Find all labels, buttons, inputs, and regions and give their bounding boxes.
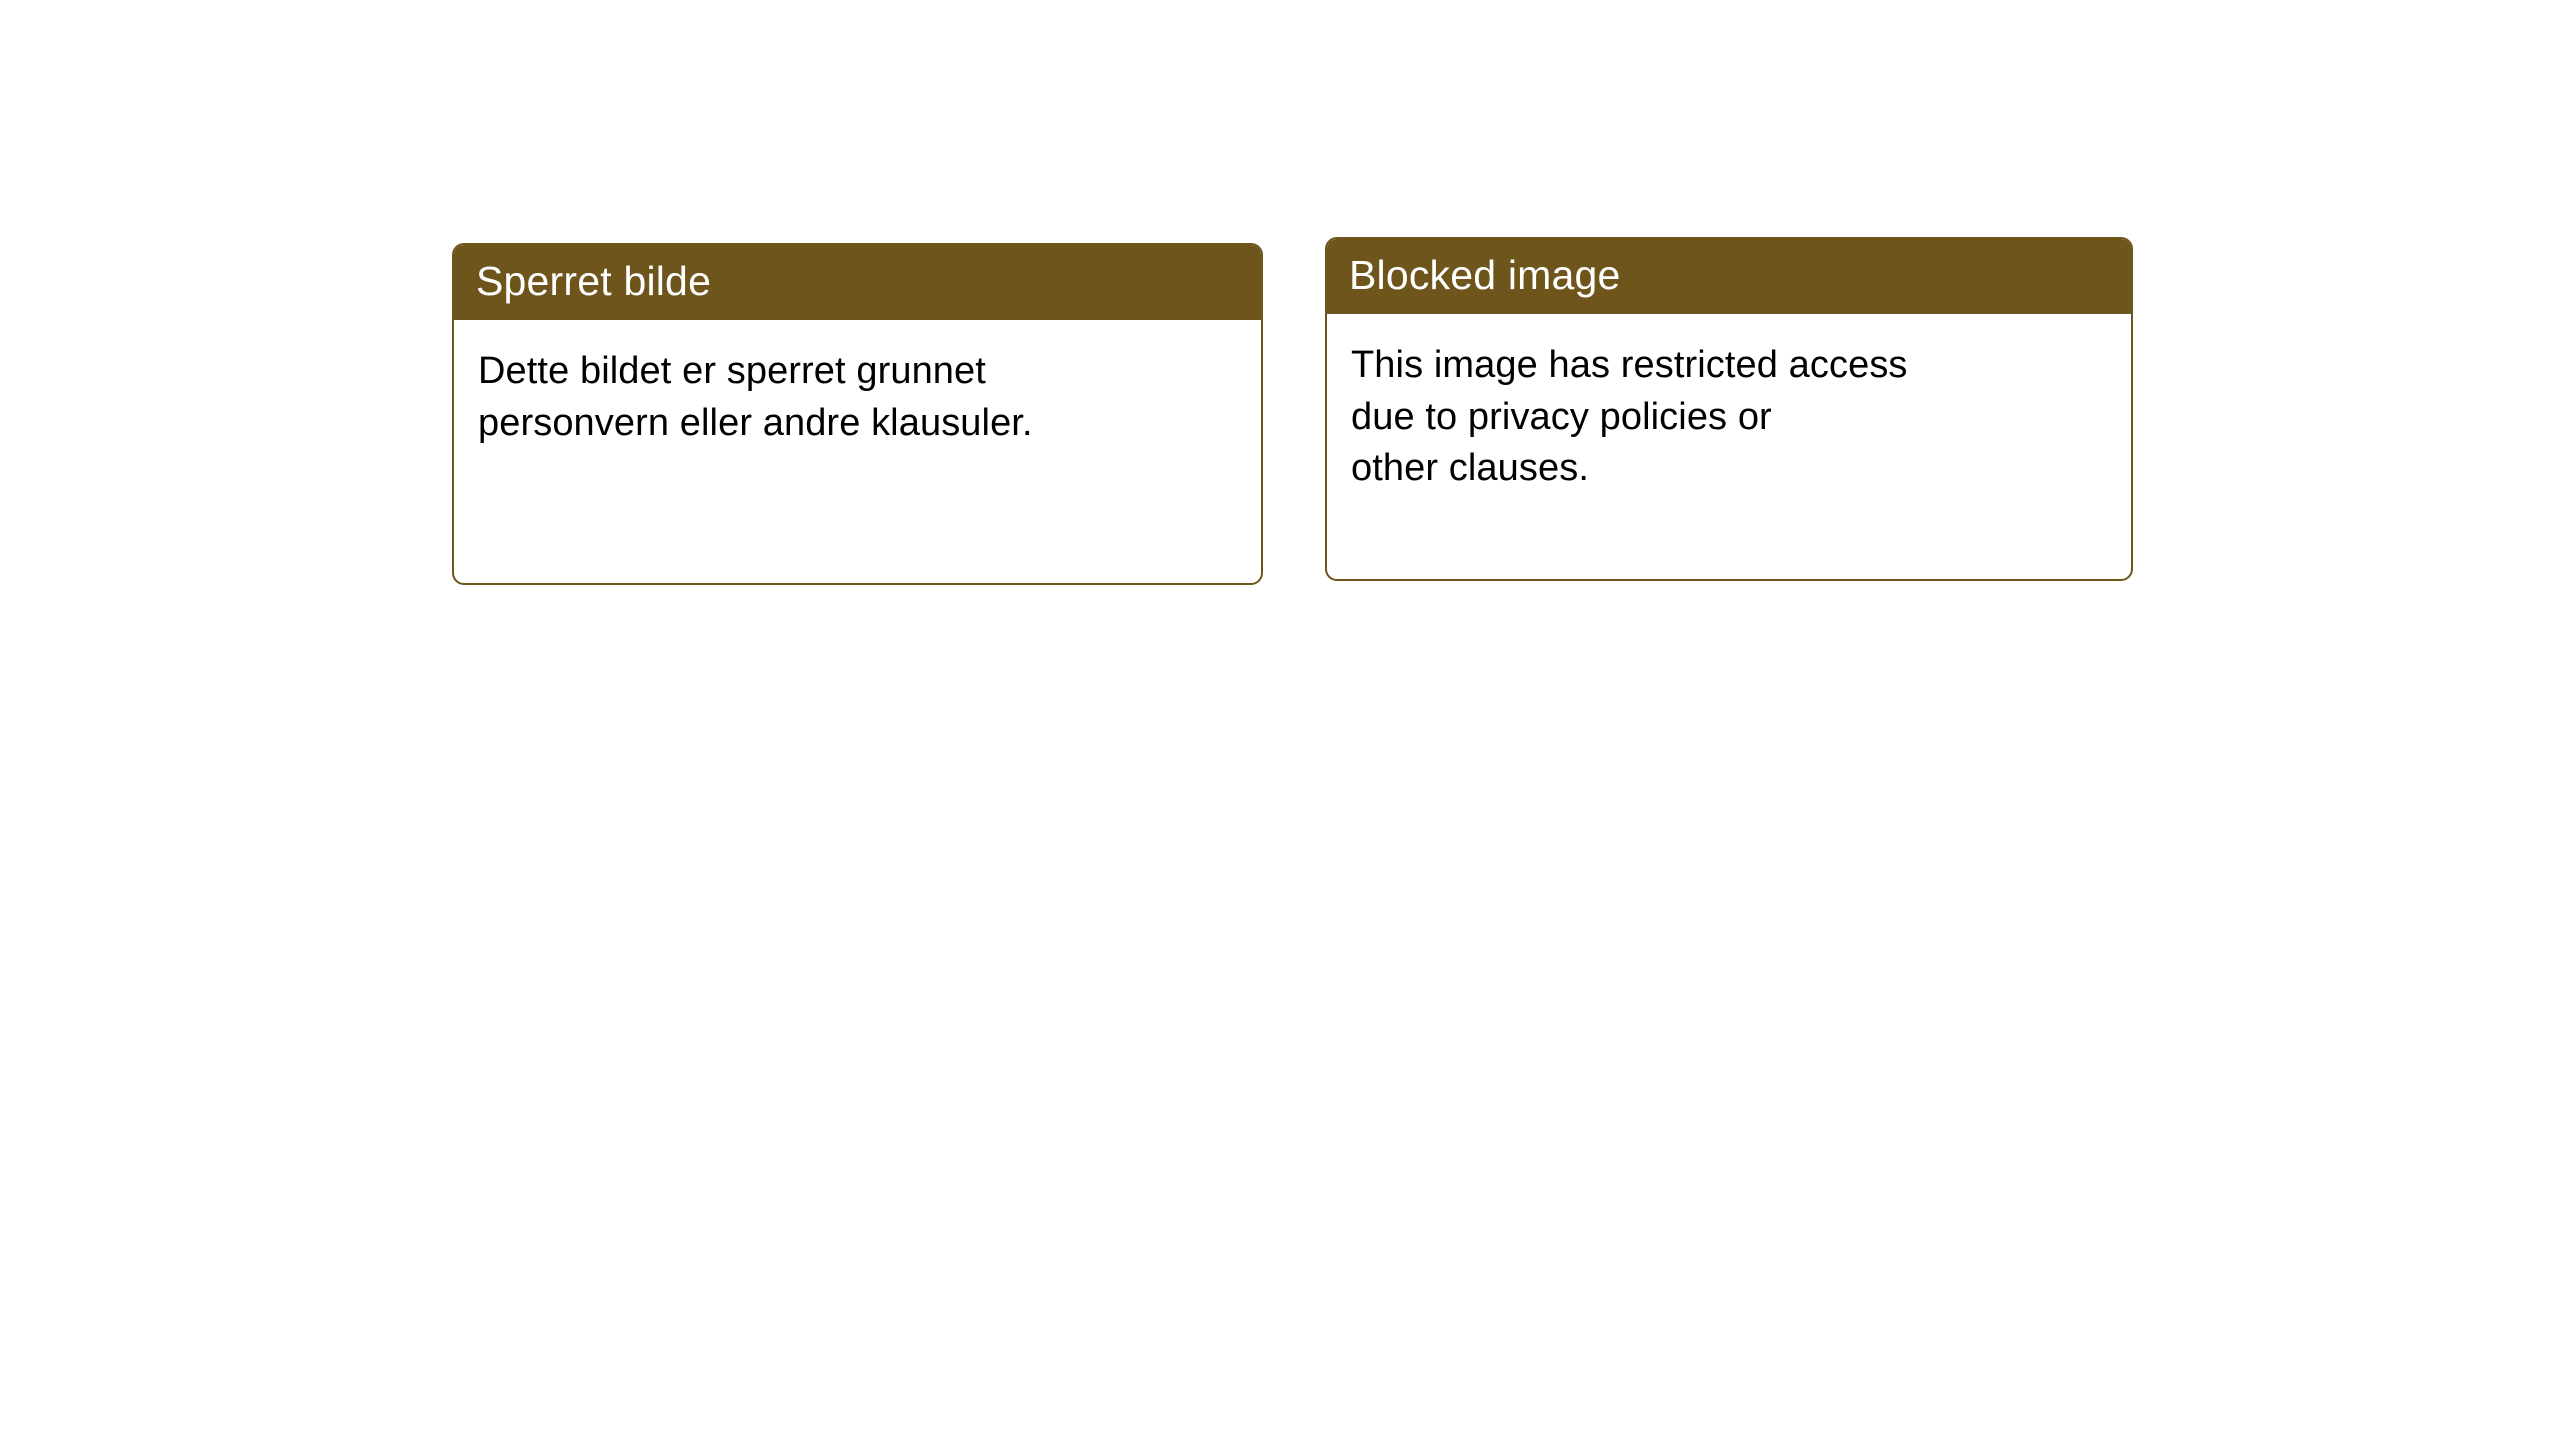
blocked-image-notice-norwegian <box>452 243 1263 585</box>
notice-message-line: personvern eller andre klausuler. <box>478 401 1033 444</box>
notice-title-norwegian: Sperret bilde <box>454 245 1261 320</box>
notice-message-norwegian <box>454 320 1261 449</box>
blocked-image-notice-english <box>1325 237 2133 581</box>
notice-message-line: Dette bildet er sperret grunnet <box>478 350 986 392</box>
notice-message-line: other clauses. <box>1351 447 1589 490</box>
notice-message-line: due to privacy policies or <box>1351 395 1772 438</box>
notice-message-english <box>1327 314 2131 495</box>
notice-title-english: Blocked image <box>1327 239 2131 314</box>
notice-message-line: This image has restricted access <box>1351 344 1908 386</box>
